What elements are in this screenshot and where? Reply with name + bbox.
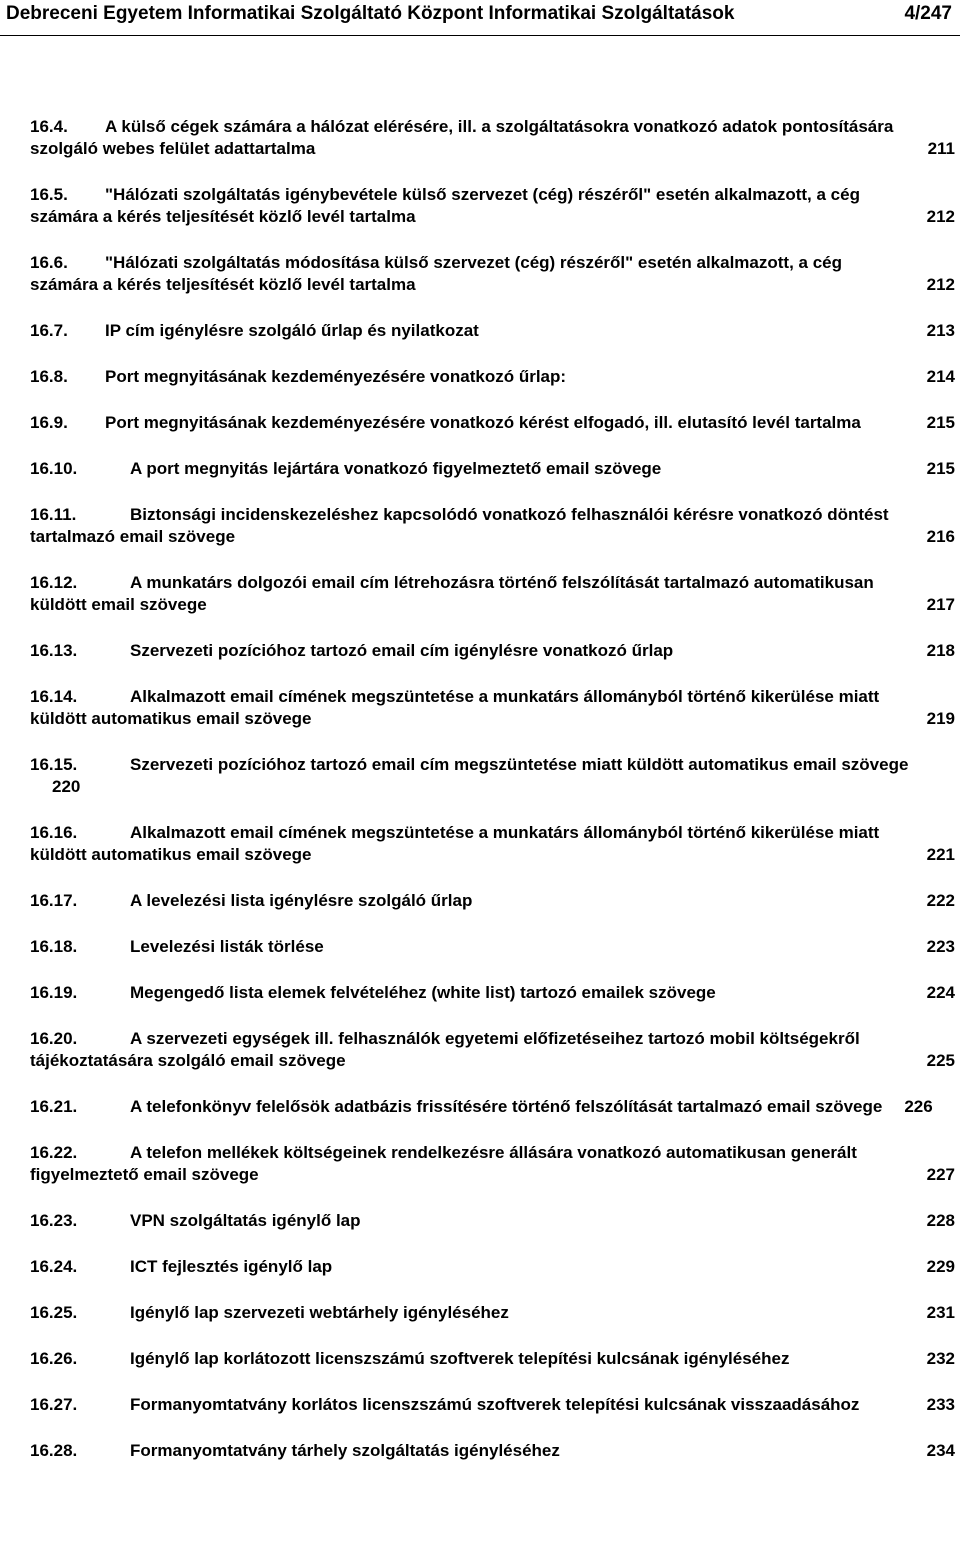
toc-entry[interactable] bbox=[30, 1256, 955, 1278]
toc-entry-title: Szervezeti pozícióhoz tartozó email cím megszüntetése miatt küldött automatikus email szövege bbox=[130, 755, 909, 774]
toc-entry-page: 220 bbox=[52, 777, 81, 796]
toc-entry[interactable] bbox=[30, 982, 955, 1004]
toc-entry-page: 231 bbox=[926, 1303, 955, 1322]
toc-entry-number: 16.25. bbox=[30, 1303, 78, 1322]
toc-entry[interactable] bbox=[30, 686, 955, 730]
toc-entry-page: 229 bbox=[926, 1257, 955, 1276]
toc-entry-title: Biztonsági incidenskezeléshez kapcsolódó vonatkozó felhasználói kérésre vonatkozó döntést tartalmazó email szövege bbox=[30, 505, 889, 546]
toc-entry-title: A levelezési lista igénylésre szolgáló űrlap bbox=[130, 891, 473, 910]
toc-entry-title: Szervezeti pozícióhoz tartozó email cím igénylésre vonatkozó űrlap bbox=[130, 641, 674, 660]
header-title: Debreceni Egyetem Informatikai Szolgáltató Központ Informatikai Szolgáltatások bbox=[6, 3, 735, 24]
toc-entry-number: 16.20. bbox=[30, 1029, 78, 1048]
toc-entry-title: Igénylő lap korlátozott licenszszámú szoftverek telepítési kulcsának igényléséhez bbox=[130, 1349, 790, 1368]
toc-entry-number: 16.27. bbox=[30, 1395, 78, 1414]
toc-entry[interactable] bbox=[30, 184, 955, 228]
toc-entry-title: A munkatárs dolgozói email cím létrehozásra történő felszólítását tartalmazó automatikusan küldött email szövege bbox=[30, 573, 874, 614]
toc-entry-title: "Hálózati szolgáltatás módosítása külső szervezet (cég) részéről" esetén alkalmazott, a cég számára a kérés teljesítését közlő levél tartalma bbox=[30, 253, 843, 294]
toc-entry-page: 222 bbox=[926, 891, 955, 910]
toc-entry-page: 212 bbox=[926, 275, 955, 294]
toc-entry-number: 16.28. bbox=[30, 1441, 78, 1460]
toc-entry-number: 16.7. bbox=[30, 321, 68, 340]
toc-entry-page: 217 bbox=[926, 595, 955, 614]
toc-entry-page: 234 bbox=[926, 1441, 955, 1460]
toc-entry-number: 16.26. bbox=[30, 1349, 78, 1368]
toc-entry-number: 16.18. bbox=[30, 937, 78, 956]
toc-entry-number: 16.8. bbox=[30, 367, 68, 386]
toc-entry-number: 16.15. bbox=[30, 755, 78, 774]
toc-entry-number: 16.9. bbox=[30, 413, 68, 432]
toc-entry-number: 16.4. bbox=[30, 117, 68, 136]
toc-entry-title: Port megnyitásának kezdeményezésére vonatkozó kérést elfogadó, ill. elutasító levél tartalma bbox=[105, 413, 861, 432]
toc-entry[interactable] bbox=[30, 572, 955, 616]
toc-entry[interactable] bbox=[30, 1440, 955, 1462]
toc-entry-page: 224 bbox=[926, 983, 955, 1002]
toc-entry[interactable] bbox=[30, 1302, 955, 1324]
toc-entry-page: 212 bbox=[926, 207, 955, 226]
toc-entry-title: A szervezeti egységek ill. felhasználók egyetemi előfizetéseihez tartozó mobil költségekről tájékoztatására szolgáló email szövege bbox=[30, 1029, 860, 1070]
toc-entry[interactable] bbox=[30, 890, 955, 912]
toc-entry-page: 213 bbox=[926, 321, 955, 340]
header-page-number: 4/247 bbox=[904, 3, 952, 24]
toc-entry-title: Formanyomtatvány korlátos licenszszámú szoftverek telepítési kulcsának visszaadásához bbox=[130, 1395, 860, 1414]
toc-entry[interactable] bbox=[30, 1142, 955, 1186]
toc-entry[interactable] bbox=[30, 1394, 955, 1416]
toc-entry-page: 215 bbox=[926, 413, 955, 432]
toc-entry[interactable] bbox=[30, 822, 955, 866]
toc-entry-page: 211 bbox=[927, 139, 955, 158]
toc-entry[interactable] bbox=[30, 1028, 955, 1072]
toc-entry-number: 16.10. bbox=[30, 459, 78, 478]
toc-entry-number: 16.13. bbox=[30, 641, 78, 660]
toc-entry-number: 16.6. bbox=[30, 253, 68, 272]
toc-entry-page: 228 bbox=[926, 1211, 955, 1230]
toc-entry-number: 16.16. bbox=[30, 823, 78, 842]
toc-entry-title: Port megnyitásának kezdeményezésére vonatkozó űrlap: bbox=[105, 367, 567, 386]
toc-entry[interactable] bbox=[30, 412, 955, 434]
toc-entry-title: Formanyomtatvány tárhely szolgáltatás igényléséhez bbox=[130, 1441, 560, 1460]
toc-entry-title: IP cím igénylésre szolgáló űrlap és nyilatkozat bbox=[105, 321, 479, 340]
table-of-contents bbox=[30, 116, 955, 1486]
toc-entry-number: 16.22. bbox=[30, 1143, 78, 1162]
toc-entry-page: 216 bbox=[926, 527, 955, 546]
toc-entry-title: A port megnyitás lejártára vonatkozó figyelmeztető email szövege bbox=[130, 459, 662, 478]
toc-entry-page: 226 bbox=[904, 1097, 933, 1116]
toc-entry-title: Alkalmazott email címének megszüntetése a munkatárs állományból történő kikerülése miatt küldött automatikus email szövege bbox=[30, 687, 880, 728]
toc-entry-page: 223 bbox=[926, 937, 955, 956]
toc-entry-number: 16.23. bbox=[30, 1211, 78, 1230]
toc-entry-number: 16.21. bbox=[30, 1097, 78, 1116]
toc-entry-page: 232 bbox=[926, 1349, 955, 1368]
toc-entry[interactable] bbox=[30, 366, 955, 388]
toc-entry-number: 16.24. bbox=[30, 1257, 78, 1276]
toc-entry-title: A telefon mellékek költségeinek rendelkezésre állására vonatkozó automatikusan generált figyelmeztető email szövege bbox=[30, 1143, 857, 1184]
toc-entry-title: VPN szolgáltatás igénylő lap bbox=[130, 1211, 361, 1230]
toc-entry-title: A külső cégek számára a hálózat elérésére, ill. a szolgáltatásokra vonatkozó adatok pontosítására szolgáló webes felület adattartalma bbox=[30, 117, 894, 158]
toc-entry[interactable] bbox=[30, 640, 955, 662]
toc-entry-title: Igénylő lap szervezeti webtárhely igényléséhez bbox=[130, 1303, 509, 1322]
toc-entry-page: 233 bbox=[926, 1395, 955, 1414]
toc-entry-page: 214 bbox=[926, 367, 955, 386]
toc-entry-title: "Hálózati szolgáltatás igénybevétele külső szervezet (cég) részéről" esetén alkalmazott, a cég számára a kérés teljesítését közlő levél tartalma bbox=[30, 185, 860, 226]
toc-entry[interactable] bbox=[30, 1210, 955, 1232]
toc-entry[interactable] bbox=[30, 1096, 955, 1118]
toc-entry-page: 225 bbox=[926, 1051, 955, 1070]
page-header bbox=[0, 0, 960, 36]
toc-entry[interactable] bbox=[30, 252, 955, 296]
toc-entry-number: 16.17. bbox=[30, 891, 78, 910]
toc-entry-number: 16.14. bbox=[30, 687, 78, 706]
toc-entry-number: 16.12. bbox=[30, 573, 78, 592]
toc-entry-page: 218 bbox=[926, 641, 955, 660]
header-divider bbox=[0, 35, 960, 36]
toc-entry[interactable] bbox=[30, 320, 955, 342]
toc-entry-title: Levelezési listák törlése bbox=[130, 937, 324, 956]
toc-entry-page: 219 bbox=[926, 709, 955, 728]
toc-entry-page: 221 bbox=[926, 845, 955, 864]
toc-entry-title: A telefonkönyv felelősök adatbázis frissítésére történő felszólítását tartalmazó email szövege bbox=[130, 1097, 883, 1116]
toc-entry-number: 16.5. bbox=[30, 185, 68, 204]
toc-entry[interactable] bbox=[30, 1348, 955, 1370]
toc-entry-page: 215 bbox=[926, 459, 955, 478]
toc-entry-title: ICT fejlesztés igénylő lap bbox=[130, 1257, 333, 1276]
toc-entry[interactable] bbox=[30, 116, 955, 160]
toc-entry[interactable] bbox=[30, 754, 955, 798]
toc-entry-number: 16.19. bbox=[30, 983, 78, 1002]
toc-entry-page: 227 bbox=[926, 1165, 955, 1184]
toc-entry[interactable] bbox=[30, 936, 955, 958]
toc-entry[interactable] bbox=[30, 458, 955, 480]
toc-entry-number: 16.11. bbox=[30, 505, 77, 524]
toc-entry-title: Megengedő lista elemek felvételéhez (white list) tartozó emailek szövege bbox=[130, 983, 716, 1002]
toc-entry-title: Alkalmazott email címének megszüntetése a munkatárs állományból történő kikerülése miatt küldött automatikus email szövege bbox=[30, 823, 880, 864]
toc-entry[interactable] bbox=[30, 504, 955, 548]
